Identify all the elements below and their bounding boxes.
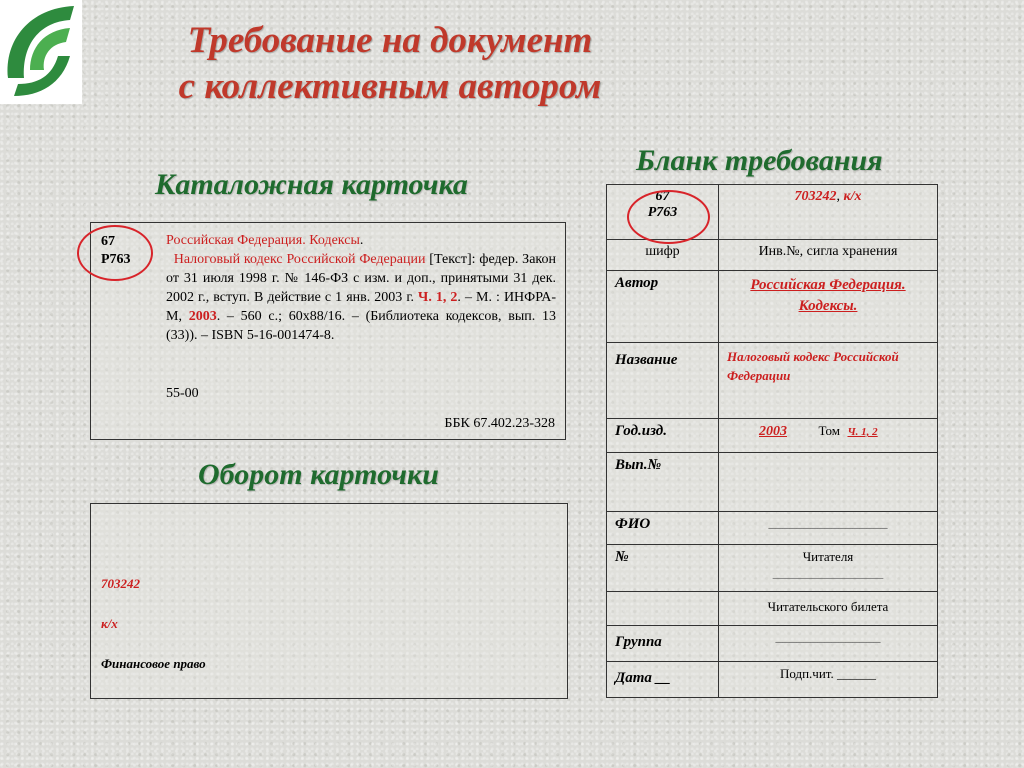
form-shelf-1: 67 <box>655 189 670 204</box>
form-row-ticket <box>607 592 938 626</box>
form-reader: Читателя <box>802 549 854 564</box>
form-row-labels <box>607 240 938 271</box>
card-author: Российская Федерация. Кодексы <box>166 233 360 248</box>
card-year: 2003 <box>188 309 217 324</box>
form-label-tom: Том <box>818 423 840 438</box>
form-row-date <box>607 662 938 698</box>
form-label-cipher: шифр <box>607 240 719 271</box>
form-row-issue <box>607 453 938 512</box>
form-comma: , <box>836 189 840 204</box>
form-storage: к/х <box>843 189 862 204</box>
form-label-year: Год.изд. <box>607 419 719 453</box>
card-price: 55-00 <box>166 386 199 401</box>
form-row-year <box>607 419 938 453</box>
form-shelf-highlight <box>627 190 710 244</box>
catalog-card <box>90 222 566 440</box>
card-part1: [Текст]: федер. Закон от 31 июля 1998 г. № 146-ФЗ с изм. и доп., принятыми 31 дек. 2002 г., вступ. В действие с 1 янв. 2003 г. <box>166 252 556 305</box>
request-form-heading: Бланк требования <box>636 144 883 177</box>
form-title: Налоговый кодекс Российской Федерации <box>719 343 938 419</box>
form-row-fio <box>607 512 938 545</box>
form-label-group: Группа <box>607 626 719 662</box>
logo <box>0 0 82 104</box>
back-subject: Финансовое право <box>101 656 206 671</box>
form-ticket-empty <box>607 592 719 626</box>
form-row-number <box>607 545 938 592</box>
form-label-title: Название <box>607 343 719 419</box>
card-description <box>166 231 556 345</box>
card-shelf-2: Р763 <box>101 252 131 267</box>
card-dot: . <box>359 233 364 248</box>
card-shelf-highlight <box>77 225 153 281</box>
title-line-1: Требование на документ <box>187 20 593 61</box>
form-reader-cell <box>719 545 938 592</box>
form-row-title <box>607 343 938 419</box>
form-row-author <box>607 271 938 343</box>
back-inv-number: 703242 <box>101 576 140 591</box>
card-bbk: ББК 67.402.23-328 <box>444 416 555 431</box>
card-back <box>90 503 568 699</box>
card-part3: . – 560 с.; 60х88/16. – (Библиотека кодексов, вып. 13 (33)). – ISBN 5-16-001474-8. <box>166 309 556 343</box>
request-form <box>606 184 938 698</box>
page-title <box>110 18 670 110</box>
form-label-issue: Вып.№ <box>607 453 719 512</box>
form-year-cell <box>719 419 938 453</box>
card-volume: Ч. 1, 2 <box>418 290 458 305</box>
form-inv-cell <box>719 185 938 240</box>
form-signature: Подп.чит. ______ <box>719 662 938 698</box>
form-label-number: № <box>607 545 719 592</box>
card-back-heading: Оборот карточки <box>198 458 439 491</box>
form-label-inv: Инв.№, сигла хранения <box>719 240 938 271</box>
back-storage: к/х <box>101 616 118 631</box>
form-issue-value <box>719 453 938 512</box>
form-label-date: Дата __ <box>607 662 719 698</box>
form-tom: Ч. 1, 2 <box>847 426 878 438</box>
form-label-fio: ФИО <box>607 512 719 545</box>
title-line-2: с коллективным автором <box>178 66 602 107</box>
form-shelf-2: Р763 <box>647 205 678 220</box>
form-year: 2003 <box>759 424 787 439</box>
card-part2: . – М. : ИНФРА-М, <box>166 290 556 324</box>
form-group-line: _______________ <box>719 626 938 662</box>
form-fio-line: _________________ <box>719 512 938 545</box>
form-row-group <box>607 626 938 662</box>
form-author: Российская Федерация. Кодексы. <box>719 271 938 343</box>
form-reader-line: _________________ <box>772 565 884 580</box>
form-ticket: Читательского билета <box>719 592 938 626</box>
card-shelf-1: 67 <box>101 234 115 249</box>
card-title: Налоговый кодекс Российской Федерации <box>173 252 426 267</box>
catalog-card-heading: Каталожная карточка <box>155 168 468 201</box>
form-label-author: Автор <box>607 271 719 343</box>
form-inv-number: 703242 <box>794 189 837 204</box>
